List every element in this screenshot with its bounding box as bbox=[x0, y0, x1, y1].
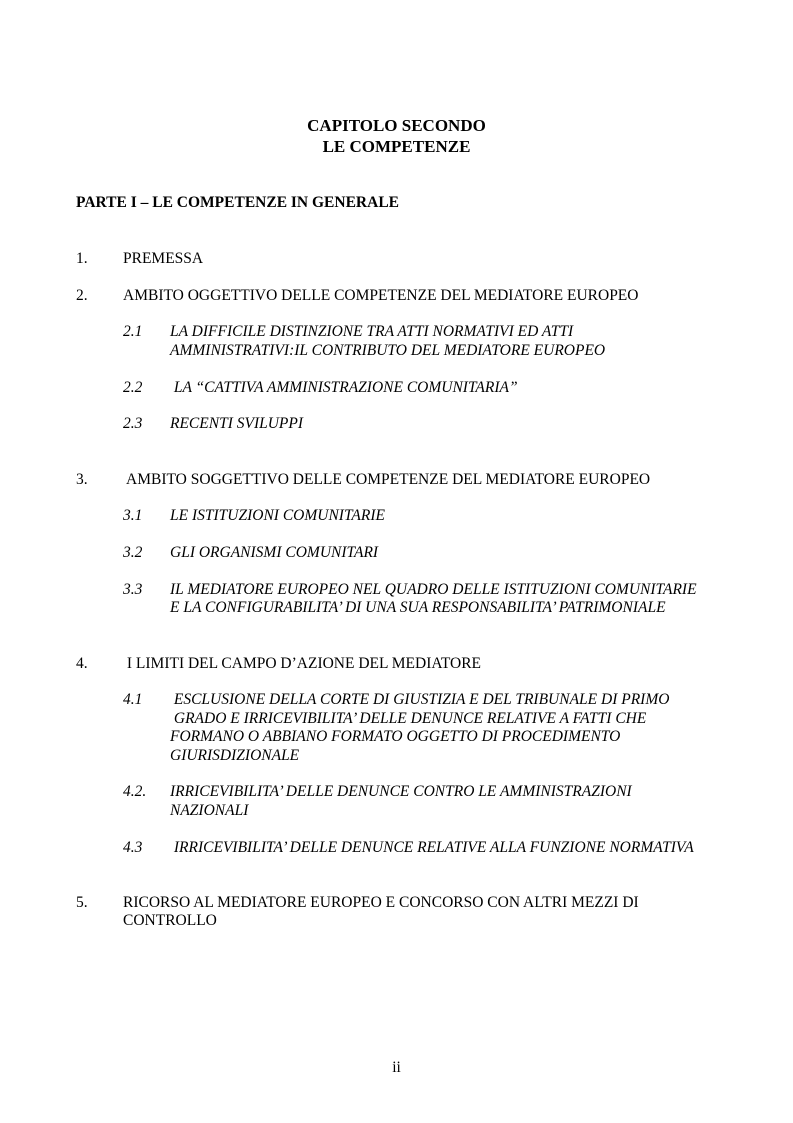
section-number: 3. bbox=[76, 471, 88, 488]
section-number: 2. bbox=[76, 287, 88, 304]
subsection-title-line: ESCLUSIONE DELLA CORTE DI GIUSTIZIA E DEL TRIBUNALE DI PRIMO bbox=[170, 691, 670, 708]
chapter-title-line2: LE COMPETENZE bbox=[322, 137, 471, 156]
subsection-number: 4.2. bbox=[123, 783, 147, 800]
section-title: RICORSO AL MEDIATORE EUROPEO E CONCORSO CON ALTRI MEZZI DI bbox=[123, 894, 639, 911]
chapter-title-line1: CAPITOLO SECONDO bbox=[307, 116, 486, 135]
subsection-title-line: GRADO E IRRICEVIBILITA’ DELLE DENUNCE RELATIVE A FATTI CHE bbox=[170, 710, 647, 727]
subsection-title-line: GLI ORGANISMI COMUNITARI bbox=[170, 544, 379, 561]
subsection-number: 2.2 bbox=[123, 379, 143, 396]
section-title: AMBITO SOGGETTIVO DELLE COMPETENZE DEL MEDIATORE EUROPEO bbox=[123, 471, 651, 488]
subsection-title-line: LE ISTITUZIONI COMUNITARIE bbox=[170, 507, 385, 524]
subsection-number: 4.1 bbox=[123, 691, 143, 708]
subsection-number: 3.3 bbox=[123, 581, 143, 598]
subsection-title-line: LA “CATTIVA AMMINISTRAZIONE COMUNITARIA” bbox=[170, 379, 518, 396]
subsection-number: 3.2 bbox=[123, 544, 143, 561]
subsection-title-line: E LA CONFIGURABILITA’ DI UNA SUA RESPONSABILITA’ PATRIMONIALE bbox=[170, 599, 666, 616]
subsection-title-line: GIURISDIZIONALE bbox=[170, 747, 300, 764]
subsection-title-line: FORMANO O ABBIANO FORMATO OGGETTO DI PROCEDIMENTO bbox=[170, 728, 621, 745]
section-title: PREMESSA bbox=[123, 250, 204, 267]
subsection-number: 2.1 bbox=[123, 323, 143, 340]
subsection-title-line: NAZIONALI bbox=[170, 802, 249, 819]
section-title: AMBITO OGGETTIVO DELLE COMPETENZE DEL MEDIATORE EUROPEO bbox=[123, 287, 639, 304]
section-number: 4. bbox=[76, 655, 88, 672]
subsection-title-line: IRRICEVIBILITA’ DELLE DENUNCE CONTRO LE AMMINISTRAZIONI bbox=[170, 783, 632, 800]
subsection-title-line: RECENTI SVILUPPI bbox=[170, 415, 304, 432]
section-number: 1. bbox=[76, 250, 88, 267]
section-title: I LIMITI DEL CAMPO D’AZIONE DEL MEDIATORE bbox=[123, 655, 482, 672]
section-number: 5. bbox=[76, 894, 88, 911]
subsection-number: 4.3 bbox=[123, 839, 143, 856]
subsection-title-line: AMMINISTRATIVI:IL CONTRIBUTO DEL MEDIATORE EUROPEO bbox=[170, 342, 606, 359]
section-title-line2: CONTROLLO bbox=[123, 912, 217, 929]
subsection-number: 3.1 bbox=[123, 507, 143, 524]
subsection-title-line: IRRICEVIBILITA’ DELLE DENUNCE RELATIVE ALLA FUNZIONE NORMATIVA bbox=[170, 839, 694, 856]
subsection-number: 2.3 bbox=[123, 415, 143, 432]
subsection-title-line: IL MEDIATORE EUROPEO NEL QUADRO DELLE ISTITUZIONI COMUNITARIE bbox=[170, 581, 697, 598]
subsection-title-line: LA DIFFICILE DISTINZIONE TRA ATTI NORMATIVI ED ATTI bbox=[170, 323, 574, 340]
part-heading: PARTE I – LE COMPETENZE IN GENERALE bbox=[76, 194, 399, 211]
page-number: ii bbox=[392, 1059, 401, 1076]
